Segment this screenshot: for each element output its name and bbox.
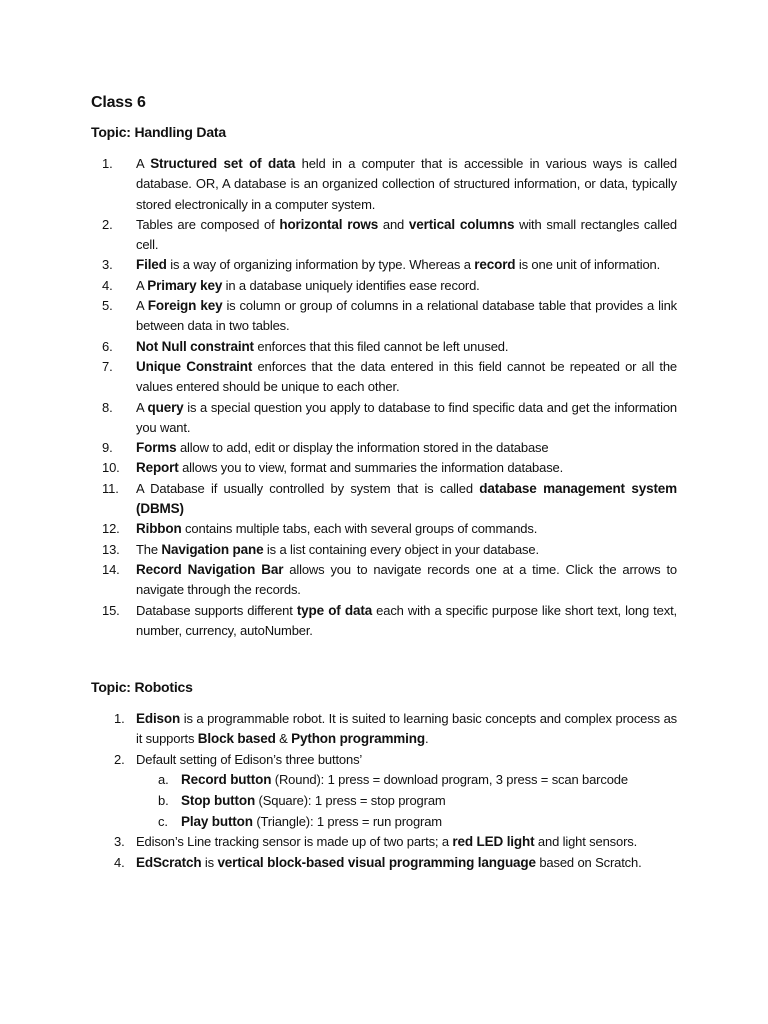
- handling-data-list-item: [91, 398, 677, 439]
- robotics-list-item: [91, 832, 677, 852]
- item-text: A: [136, 277, 148, 293]
- sub-list-item: [136, 791, 677, 812]
- item-number: 11.: [102, 480, 119, 496]
- item-text: allow to add, edit or display the information stored in the database: [176, 440, 549, 456]
- item-number: 12.: [102, 521, 120, 537]
- item-text: is one unit of information.: [515, 257, 661, 273]
- robotics-list-item: [91, 709, 677, 750]
- bold-term: Report: [136, 460, 179, 476]
- item-text: enforces that this filed cannot be left unused.: [253, 338, 509, 354]
- bold-term: red LED light: [452, 834, 535, 850]
- handling-data-list-item: [91, 296, 677, 337]
- item-text: is: [201, 854, 218, 870]
- handling-data-list-item: [91, 154, 677, 215]
- item-number: 5.: [102, 298, 113, 314]
- item-number: 2.: [114, 751, 125, 767]
- item-text: (Triangle): 1 press = run program: [252, 813, 442, 829]
- class-title: Class 6: [91, 94, 146, 111]
- bold-term: Not Null constraint: [136, 338, 254, 354]
- bold-term: Record Navigation Bar: [136, 561, 284, 577]
- topic-handling-data-title: Topic: Handling Data: [91, 124, 226, 140]
- sub-item-letter: b.: [158, 792, 169, 808]
- handling-data-list-item: [91, 255, 677, 275]
- item-text: each with a specific purpose like short text, long text, number, currency, autoNumber.: [136, 602, 677, 638]
- item-text: enforces that the data entered in this field cannot be repeated or all the values entered should be unique to each other.: [136, 358, 677, 395]
- item-text: (Round): 1 press = download program, 3 press = scan barcode: [271, 772, 628, 788]
- item-text: Edison’s Line tracking sensor is made up of two parts; a: [136, 834, 453, 850]
- handling-data-list-item: [91, 276, 677, 296]
- item-number: 4.: [102, 277, 113, 293]
- item-text: contains multiple tabs, each with several groups of commands.: [181, 521, 538, 537]
- item-text: is a special question you apply to database to find specific data and get the information you want.: [136, 399, 677, 435]
- bold-term: vertical block-based visual programming language: [217, 854, 536, 870]
- bold-term: type of data: [296, 602, 373, 618]
- item-text: held in a computer that is accessible in various ways is called database. OR, A database is an organized collection of structured information, or data, typically stored electronically in a computer system.: [136, 156, 677, 212]
- item-text: Tables are composed of: [136, 216, 280, 232]
- item-text: Database supports different: [136, 602, 297, 618]
- item-number: 13.: [102, 541, 120, 557]
- item-number: 15.: [102, 602, 120, 618]
- bold-term: Forms: [136, 440, 177, 456]
- bold-term: Unique Constraint: [136, 358, 253, 374]
- bold-term: Primary key: [147, 277, 223, 293]
- item-number: 3.: [102, 257, 113, 273]
- item-number: 8.: [102, 399, 113, 415]
- topic-robotics-title: Topic: Robotics: [91, 679, 193, 696]
- item-text: is a way of organizing information by type. Whereas a: [166, 257, 475, 273]
- handling-data-list-item: [91, 519, 677, 539]
- item-text: is a list containing every object in your database.: [263, 541, 539, 557]
- bold-term: Ribbon: [136, 521, 182, 537]
- item-number: 10.: [102, 460, 120, 476]
- bold-term: vertical columns: [408, 216, 515, 232]
- sub-list-item: [136, 770, 677, 791]
- bold-term: Edison: [136, 711, 181, 727]
- bold-term: Structured set of data: [150, 156, 296, 171]
- bold-term: Stop button: [181, 792, 256, 808]
- bold-term: database management system (DBMS): [136, 480, 678, 517]
- bold-term: Navigation pane: [161, 541, 264, 557]
- item-text: The: [136, 541, 162, 557]
- item-text: based on Scratch.: [535, 854, 642, 870]
- handling-data-list-item: [91, 458, 677, 478]
- item-text: with small rectangles called cell.: [136, 216, 677, 253]
- item-number: 9.: [102, 440, 113, 456]
- item-text: and: [378, 216, 409, 232]
- bold-term: record: [474, 257, 516, 273]
- bold-term: query: [147, 399, 184, 415]
- robotics-list: [91, 709, 677, 873]
- button-settings-sublist: [136, 770, 677, 832]
- handling-data-list-item: [91, 357, 677, 398]
- handling-data-list-item: [91, 540, 677, 560]
- bold-term: EdScratch: [136, 854, 202, 870]
- item-text: .: [424, 731, 429, 747]
- handling-data-list-item: [91, 601, 677, 642]
- item-text: and light sensors.: [534, 834, 638, 850]
- item-number: 1.: [102, 156, 113, 171]
- bold-term: Foreign key: [147, 298, 223, 314]
- robotics-list-item: [91, 853, 677, 873]
- handling-data-list-item: [91, 215, 677, 256]
- bold-term: Play button: [181, 813, 253, 829]
- item-number: 4.: [114, 854, 125, 870]
- bold-term: horizontal rows: [279, 216, 379, 232]
- handling-data-list-item: [91, 560, 677, 601]
- sub-item-letter: a.: [158, 772, 169, 788]
- item-text: is a programmable robot. It is suited to learning basic concepts and complex process as it supports: [136, 711, 677, 747]
- item-text: &: [275, 731, 292, 747]
- bold-term: Record button: [181, 772, 272, 788]
- item-text: Default setting of Edison’s three buttons’: [136, 751, 363, 767]
- handling-data-list-item: [91, 438, 677, 458]
- item-number: 3.: [114, 834, 125, 850]
- item-number: 1.: [114, 711, 125, 727]
- item-text: (Square): 1 press = stop program: [255, 792, 446, 808]
- item-text: allows you to navigate records one at a time. Click the arrows to navigate through the records.: [136, 561, 678, 598]
- sub-list-item: [136, 812, 677, 833]
- sub-item-letter: c.: [158, 813, 168, 829]
- bold-term: Block based: [197, 731, 276, 747]
- handling-data-list-item: [91, 337, 677, 357]
- bold-term: Filed: [136, 257, 167, 273]
- item-text: in a database uniquely identifies ease record.: [222, 277, 480, 293]
- bold-term: Python programming: [291, 731, 425, 747]
- item-text: allows you to view, format and summaries the information database.: [178, 460, 564, 476]
- robotics-list-item: [91, 750, 677, 833]
- item-number: 6.: [102, 338, 113, 354]
- item-number: 7.: [102, 358, 113, 374]
- item-text: A: [136, 399, 148, 415]
- item-text: is column or group of columns in a relational database table that provides a link between data in two tables.: [136, 298, 677, 334]
- item-text: A: [136, 156, 151, 171]
- handling-data-list: [91, 154, 677, 641]
- item-text: A: [136, 298, 148, 314]
- item-number: 2.: [102, 216, 113, 232]
- item-number: 14.: [102, 561, 120, 577]
- handling-data-list-item: [91, 479, 677, 520]
- item-text: A Database if usually controlled by system that is called: [136, 480, 480, 496]
